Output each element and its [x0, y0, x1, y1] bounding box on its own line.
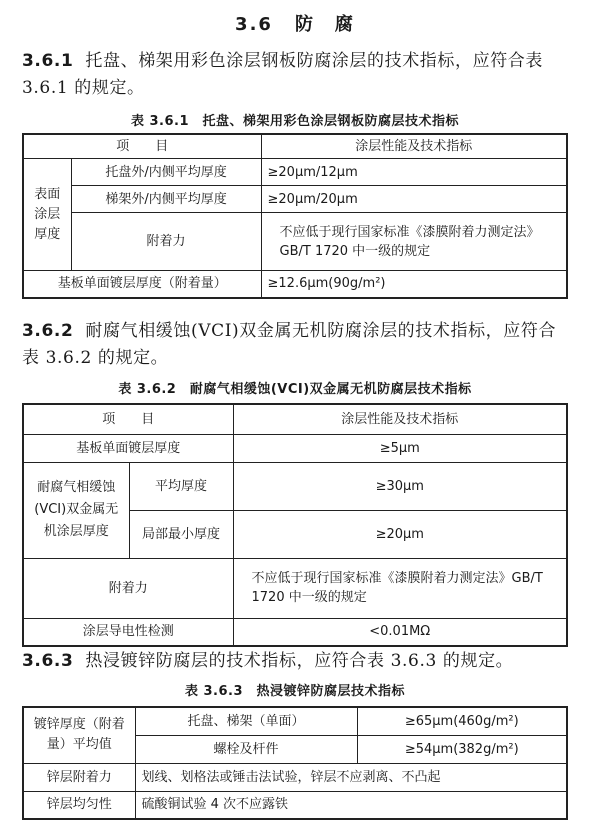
clause-number: 3.6.2 — [22, 321, 74, 341]
table-row — [23, 271, 567, 298]
header-spec: 涂层性能及技术指标 — [261, 134, 567, 159]
row-spec: <0.01MΩ — [233, 618, 567, 646]
row-item: 基板单面镀层厚度 — [23, 434, 233, 462]
row-item: 托盘、梯架（单面） — [135, 707, 357, 735]
section-heading — [0, 10, 590, 36]
section-title-text: 防 腐 — [294, 14, 355, 35]
row-spec: ≥65μm(460g/m²) — [357, 707, 567, 735]
table-row — [23, 763, 567, 791]
row-spec: 划线、划格法或锤击法试验，锌层不应剥离、不凸起 — [135, 763, 567, 791]
table-3-6-3 — [22, 706, 568, 820]
clause-text: 托盘、梯架用彩色涂层钢板防腐涂层的技术指标，应符合表 3.6.1 的规定。 — [22, 51, 544, 98]
table-row — [23, 707, 567, 735]
row-spec: 不应低于现行国家标准《漆膜附着力测定法》GB/T 1720 中一级的规定 — [261, 213, 567, 271]
row-spec: ≥20μm/20μm — [261, 186, 567, 213]
header-item: 项 目 — [23, 404, 233, 434]
table-row — [23, 159, 567, 186]
row-item: 涂层导电性检测 — [23, 618, 233, 646]
row-spec: ≥12.6μm(90g/m²) — [261, 271, 567, 298]
clause-3-6-2 — [22, 318, 570, 372]
table-row — [23, 791, 567, 819]
section-number: 3.6 — [235, 14, 273, 35]
clause-text: 耐腐气相缓蚀(VCI)双金属无机防腐涂层的技术指标，应符合表 3.6.2 的规定。 — [22, 321, 557, 368]
row-item: 锌层均匀性 — [23, 791, 135, 819]
row-spec: ≥54μm(382g/m²) — [357, 735, 567, 763]
table-caption-3-6-1: 表 3.6.1 托盘、梯架用彩色涂层钢板防腐层技术指标 — [130, 114, 460, 129]
table-row — [23, 558, 567, 618]
clause-3-6-3 — [22, 648, 570, 675]
row-spec: ≥20μm — [233, 510, 567, 558]
row-item: 平均厚度 — [129, 462, 233, 510]
row-item: 锌层附着力 — [23, 763, 135, 791]
row-spec: ≥30μm — [233, 462, 567, 510]
row-spec: ≥5μm — [233, 434, 567, 462]
row-item: 附着力 — [71, 213, 261, 271]
table-row — [23, 213, 567, 271]
row-spec: 硫酸铜试验 4 次不应露铁 — [135, 791, 567, 819]
table-row — [23, 434, 567, 462]
table-row — [23, 618, 567, 646]
clause-number: 3.6.3 — [22, 651, 74, 671]
row-item: 托盘外/内侧平均厚度 — [71, 159, 261, 186]
group-label: 表面涂层厚度 — [23, 159, 71, 271]
row-spec: 不应低于现行国家标准《漆膜附着力测定法》GB/T 1720 中一级的规定 — [233, 558, 567, 618]
table-3-6-2 — [22, 403, 568, 647]
group-label: 耐腐气相缓蚀(VCI)双金属无机涂层厚度 — [23, 462, 129, 558]
row-item: 附着力 — [23, 558, 233, 618]
table-3-6-1 — [22, 133, 568, 299]
group-label: 镀锌厚度（附着量）平均值 — [23, 707, 135, 763]
clause-3-6-1 — [22, 48, 570, 102]
table-caption-3-6-2: 表 3.6.2 耐腐气相缓蚀(VCI)双金属无机防腐层技术指标 — [118, 382, 472, 397]
clause-text: 热浸镀锌防腐层的技术指标，应符合表 3.6.3 的规定。 — [85, 651, 514, 671]
row-spec: ≥20μm/12μm — [261, 159, 567, 186]
row-item: 基板单面镀层厚度（附着量） — [23, 271, 261, 298]
table-header-row — [23, 404, 567, 434]
table-row — [23, 186, 567, 213]
table-row — [23, 462, 567, 510]
row-item: 局部最小厚度 — [129, 510, 233, 558]
table-header-row — [23, 134, 567, 159]
row-item: 螺栓及杆件 — [135, 735, 357, 763]
header-spec: 涂层性能及技术指标 — [233, 404, 567, 434]
clause-number: 3.6.1 — [22, 51, 74, 71]
row-item: 梯架外/内侧平均厚度 — [71, 186, 261, 213]
header-item: 项 目 — [23, 134, 261, 159]
table-caption-3-6-3: 表 3.6.3 热浸镀锌防腐层技术指标 — [184, 684, 406, 699]
